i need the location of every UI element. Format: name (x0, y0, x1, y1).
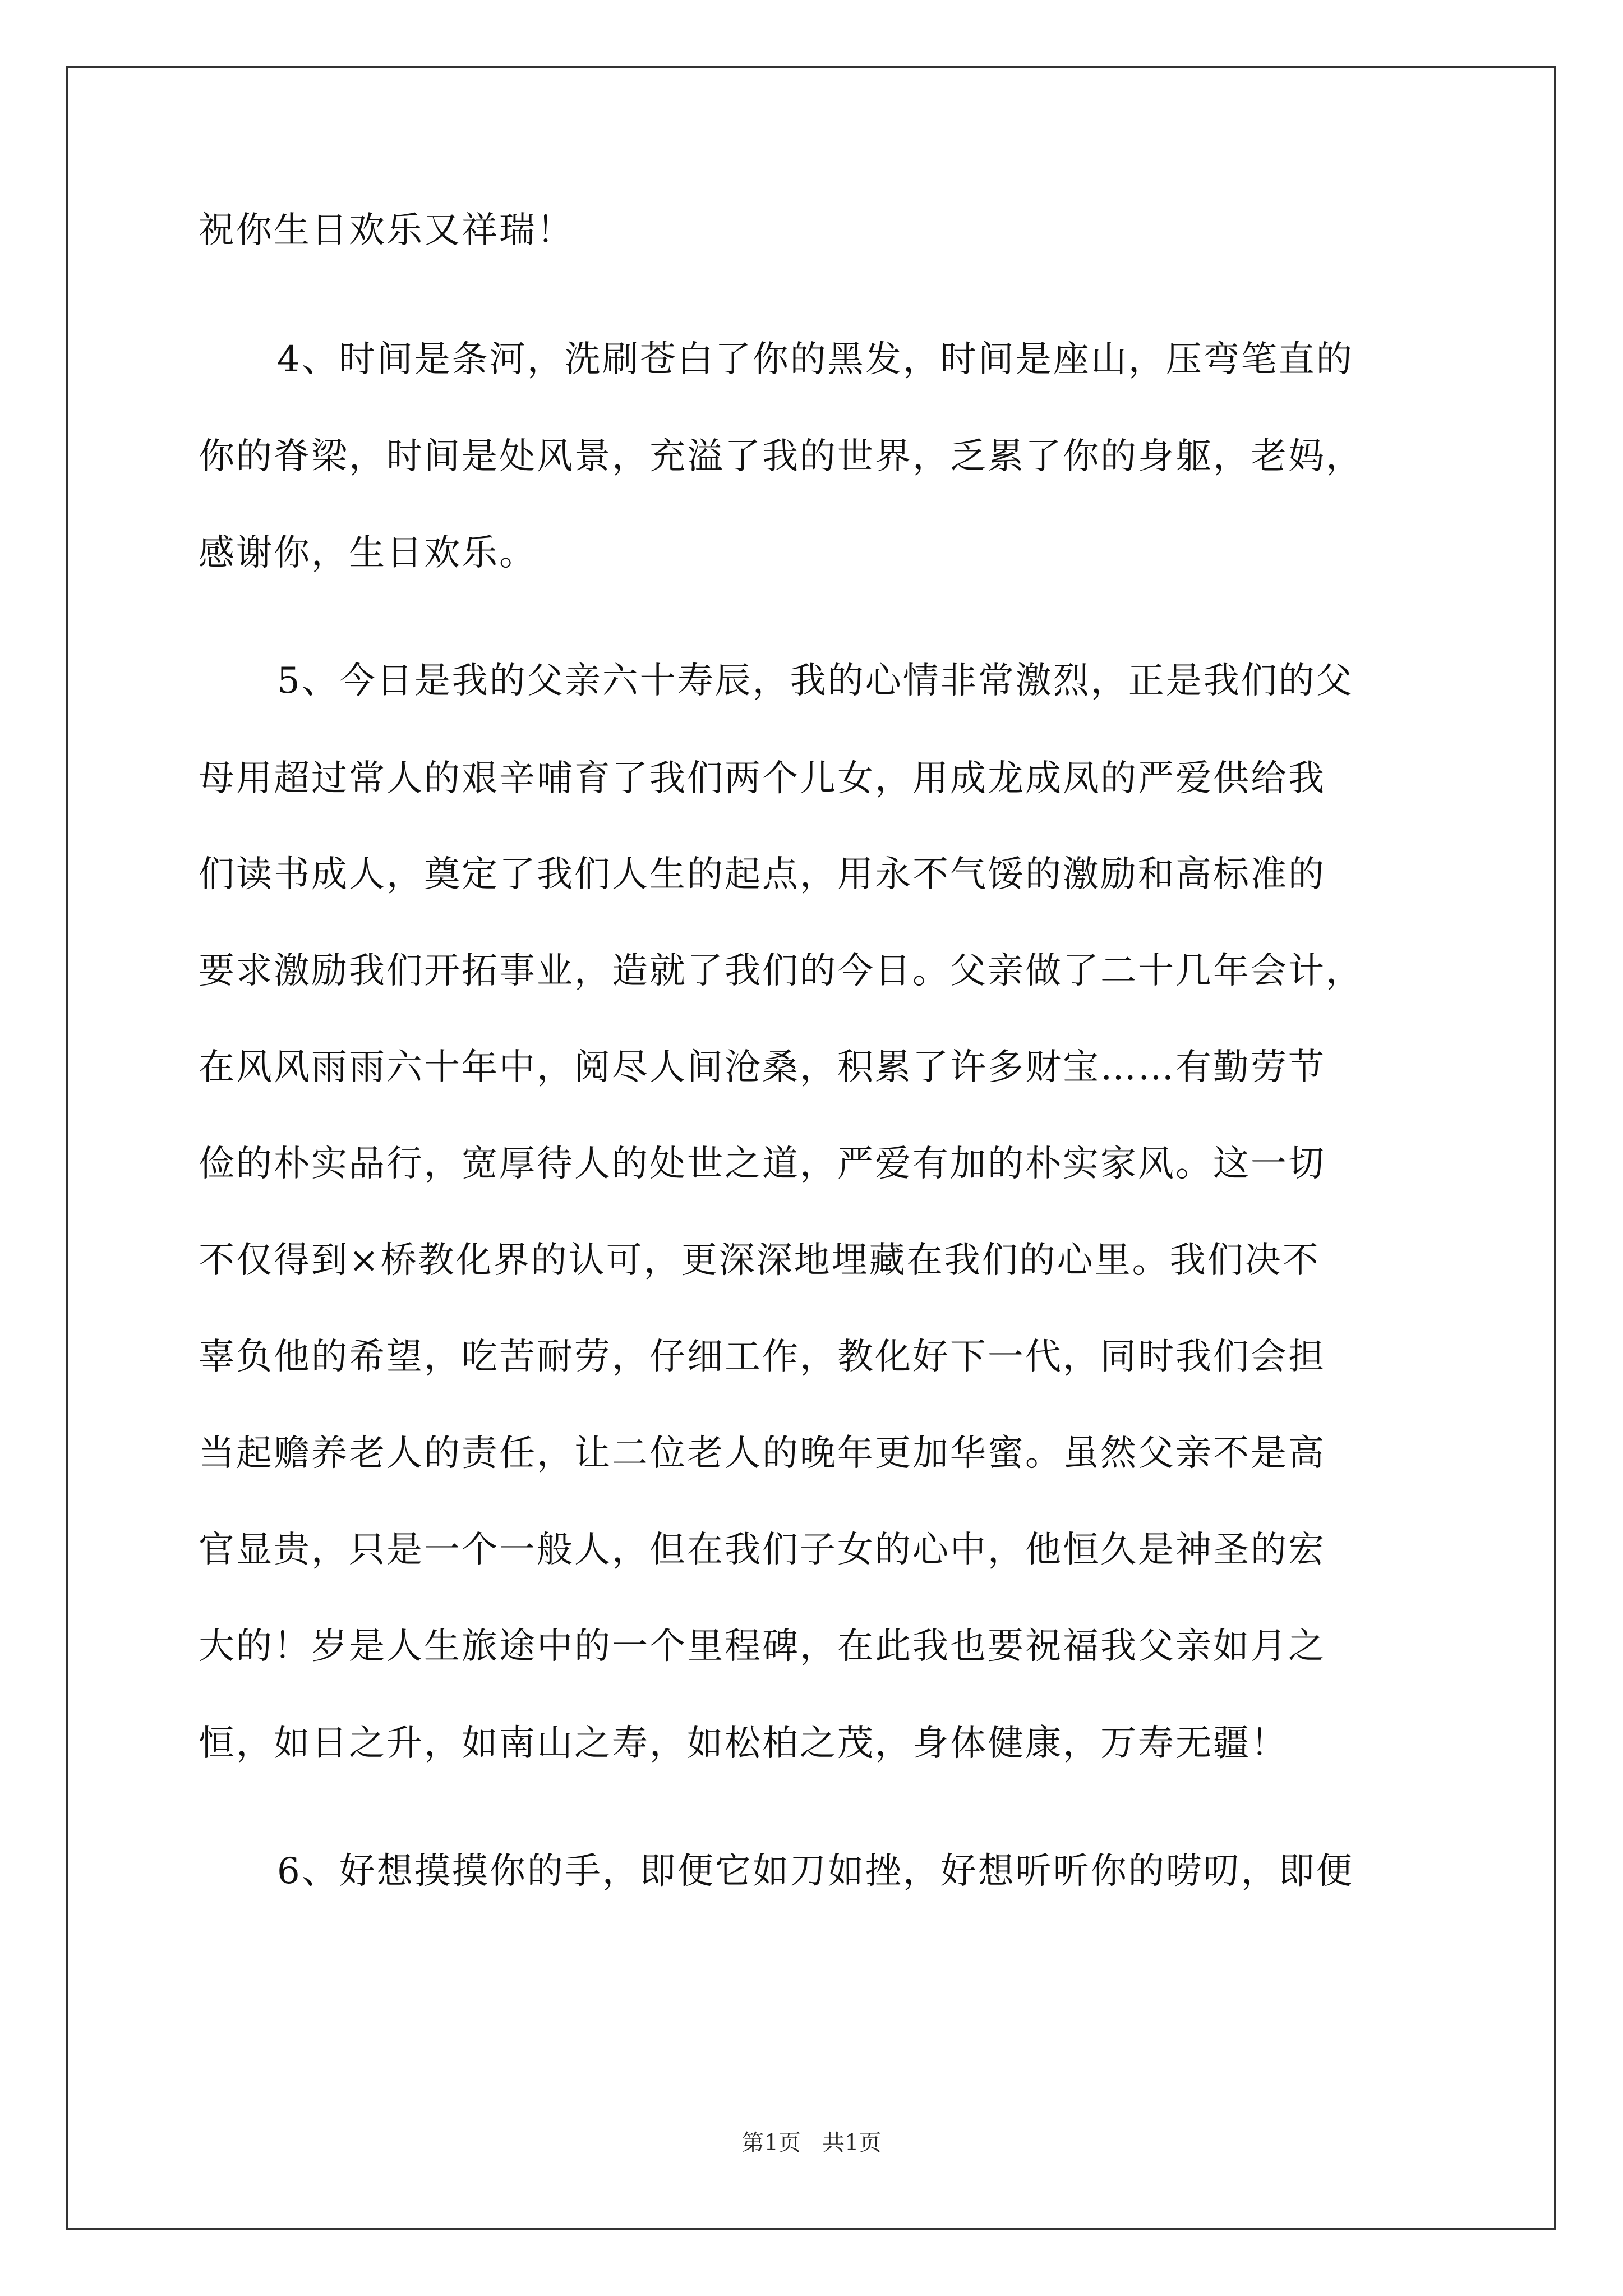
text-line: 母用超过常人的艰辛哺育了我们两个儿女，用成龙成凤的严爱供给我 (199, 758, 1326, 799)
text-line: 不仅得到×桥教化界的认可，更深深地埋藏在我们的心里。我们决不 (199, 1240, 1320, 1281)
text-line: 要求激励我们开拓事业，造就了我们的今日。父亲做了二十几年会计， (199, 950, 1363, 992)
text-line: 在风风雨雨六十年中，阅尽人间沧桑，积累了许多财宝……有勤劳节 (199, 1047, 1326, 1088)
text-line: 5、今日是我的父亲六十寿辰，我的心情非常激烈，正是我们的父 (277, 660, 1354, 702)
text-line: 官显贵，只是一个一般人，但在我们子女的心中，他恒久是神圣的宏 (199, 1529, 1326, 1571)
text-line: 们读书成人，奠定了我们人生的起点，用永不气馁的激励和高标准的 (199, 854, 1326, 895)
text-line: 6、好想摸摸你的手，即便它如刀如挫，好想听听你的唠叨，即便 (277, 1851, 1354, 1892)
page-footer (0, 2126, 1623, 2160)
text-line: 祝你生日欢乐又祥瑞！ (199, 210, 574, 251)
text-line: 当起赡养老人的责任，让二位老人的晚年更加华蜜。虽然父亲不是高 (199, 1433, 1326, 1474)
page-number: 第1页 共1页 (741, 2130, 882, 2156)
text-line: 辜负他的希望，吃苦耐劳，仔细工作，教化好下一代，同时我们会担 (199, 1336, 1326, 1378)
text-line: 感谢你，生日欢乐。 (199, 532, 537, 574)
text-line: 俭的朴实品行，宽厚待人的处世之道，严爱有加的朴实家风。这一切 (199, 1143, 1326, 1185)
text-line: 恒，如日之升，如南山之寿，如松柏之茂，身体健康，万寿无疆！ (199, 1723, 1288, 1764)
text-line: 4、时间是条河，洗刷苍白了你的黑发，时间是座山，压弯笔直的 (277, 339, 1354, 380)
text-line: 你的脊梁，时间是处风景，充溢了我的世界，乏累了你的身躯，老妈， (199, 436, 1363, 477)
text-line: 大的！岁是人生旅途中的一个里程碑，在此我也要祝福我父亲如月之 (199, 1626, 1326, 1667)
